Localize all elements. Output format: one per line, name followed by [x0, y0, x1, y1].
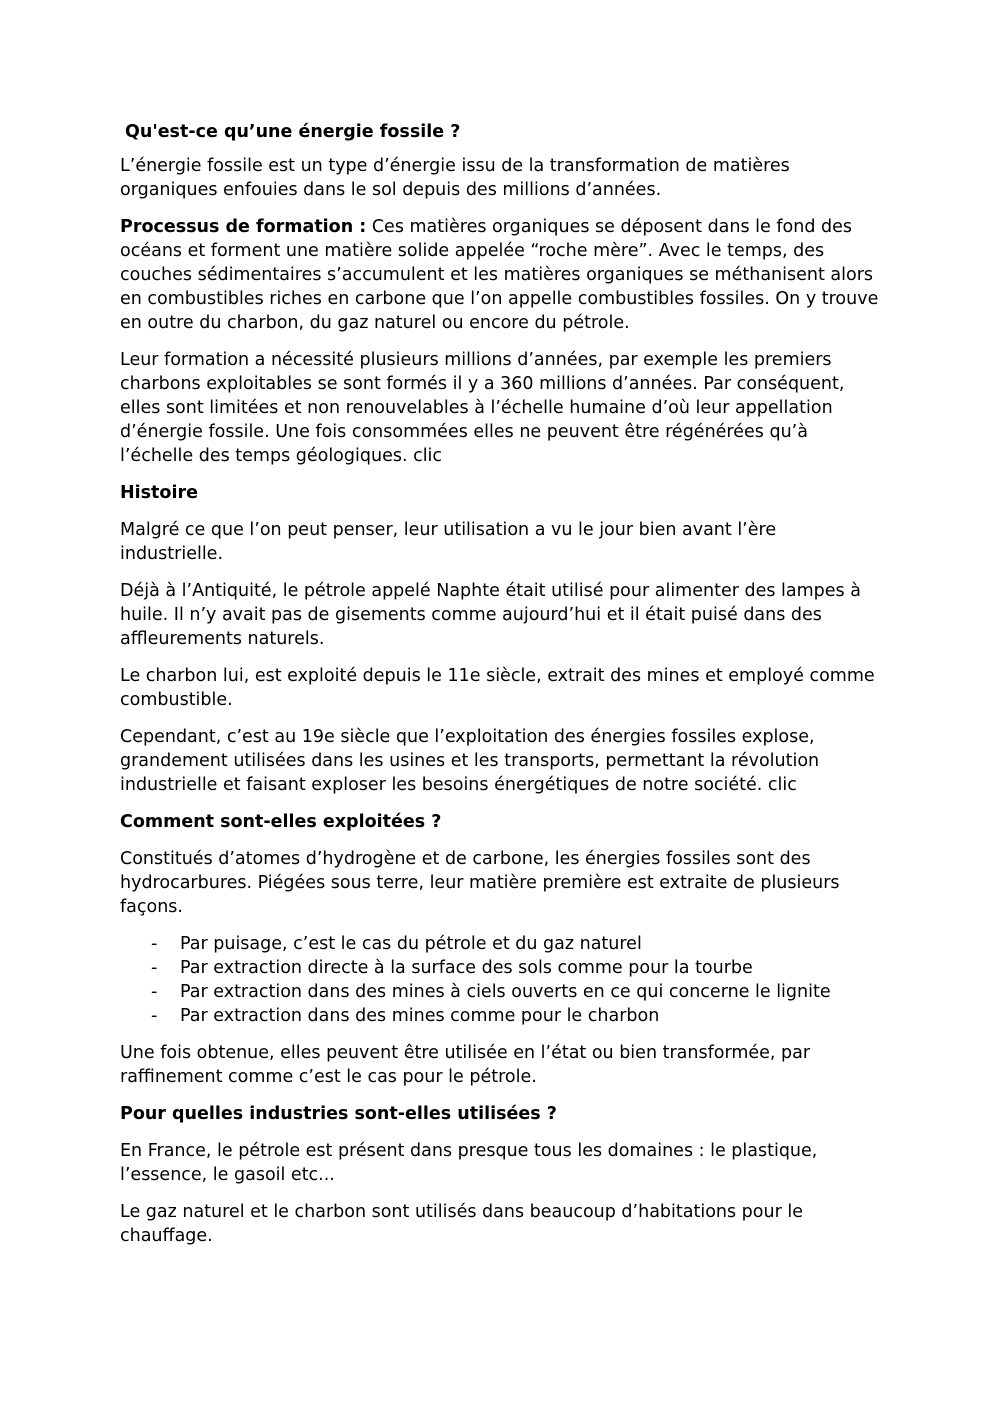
industries-paragraph-1: En France, le pétrole est présent dans presque tous les domaines : le plastique, l’essence, le gasoil etc... [120, 1141, 818, 1185]
list-item-text: Par extraction directe à la surface des sols comme pour la tourbe [180, 958, 753, 978]
formation-text: Ces matières organiques se déposent dans le fond des océans et forment une matière solide appelée “roche mère”. Avec le temps, des couches sédimentaires s’accumulent et les matières organiques se méthanisent alors en combustibles riches en carbone que l’on appelle combustibles fossiles. On y trouve en outre du charbon, du gaz naturel ou encore du pétrole. [120, 217, 879, 333]
list-item-text: Par extraction dans des mines à ciels ouverts en ce qui concerne le lignite [180, 982, 831, 1002]
industries-paragraph-2: Le gaz naturel et le charbon sont utilisés dans beaucoup d’habitations pour le chauffage. [120, 1202, 803, 1246]
history-paragraph-4: Cependant, c’est au 19e siècle que l’exploitation des énergies fossiles explose, grandement utilisées dans les usines et les transports, permettant la révolution industrielle et faisant exploser les besoins énergétiques de notre société. clic [120, 727, 820, 795]
bullet-dash: - [151, 958, 158, 978]
formation-label: Processus de formation : [120, 217, 367, 237]
history-paragraph-2: Déjà à l’Antiquité, le pétrole appelé Naphte était utilisé pour alimenter des lampes à huile. Il n’y avait pas de gisements comme aujourd’hui et il était puisé dans des affleurements naturels. [120, 581, 861, 649]
bullet-dash: - [151, 934, 158, 954]
list-item [120, 956, 880, 980]
history-paragraph-3: Le charbon lui, est exploité depuis le 11e siècle, extrait des mines et employé comme combustible. [120, 666, 875, 710]
list-item-text: Par extraction dans des mines comme pour le charbon [180, 1006, 660, 1026]
list-item-text: Par puisage, c’est le cas du pétrole et du gaz naturel [180, 934, 642, 954]
exploitation-paragraph-2: Une fois obtenue, elles peuvent être utilisée en l’état ou bien transformée, par raffinement comme c’est le cas pour le pétrole. [120, 1043, 811, 1087]
history-paragraph-1: Malgré ce que l’on peut penser, leur utilisation a vu le jour bien avant l’ère industrielle. [120, 520, 777, 564]
bullet-dash: - [151, 982, 158, 1002]
exploitation-heading: Comment sont-elles exploitées ? [120, 812, 442, 832]
intro-paragraph: L’énergie fossile est un type d’énergie issu de la transformation de matières organiques enfouies dans le sol depuis des millions d’années. [120, 156, 790, 200]
document-page [120, 120, 880, 1261]
list-item [120, 1004, 880, 1028]
bullet-dash: - [151, 1006, 158, 1026]
document-title: Qu'est-ce qu’une énergie fossile ? [125, 122, 461, 142]
history-heading: Histoire [120, 483, 198, 503]
list-item [120, 980, 880, 1004]
industries-heading: Pour quelles industries sont-elles utilisées ? [120, 1104, 557, 1124]
formation-paragraph [120, 215, 880, 335]
extraction-methods-list [120, 932, 880, 1028]
formation-duration-paragraph: Leur formation a nécessité plusieurs millions d’années, par exemple les premiers charbons exploitables se sont formés il y a 360 millions d’années. Par conséquent, elles sont limitées et non renouvelables à l’échelle humaine d’où leur appellation d’énergie fossile. Une fois consommées elles ne peuvent être régénérées qu’à l’échelle des temps géologiques. clic [120, 350, 845, 466]
exploitation-paragraph-1: Constitués d’atomes d’hydrogène et de carbone, les énergies fossiles sont des hydrocarbures. Piégées sous terre, leur matière première est extraite de plusieurs façons. [120, 849, 840, 917]
list-item [120, 932, 880, 956]
